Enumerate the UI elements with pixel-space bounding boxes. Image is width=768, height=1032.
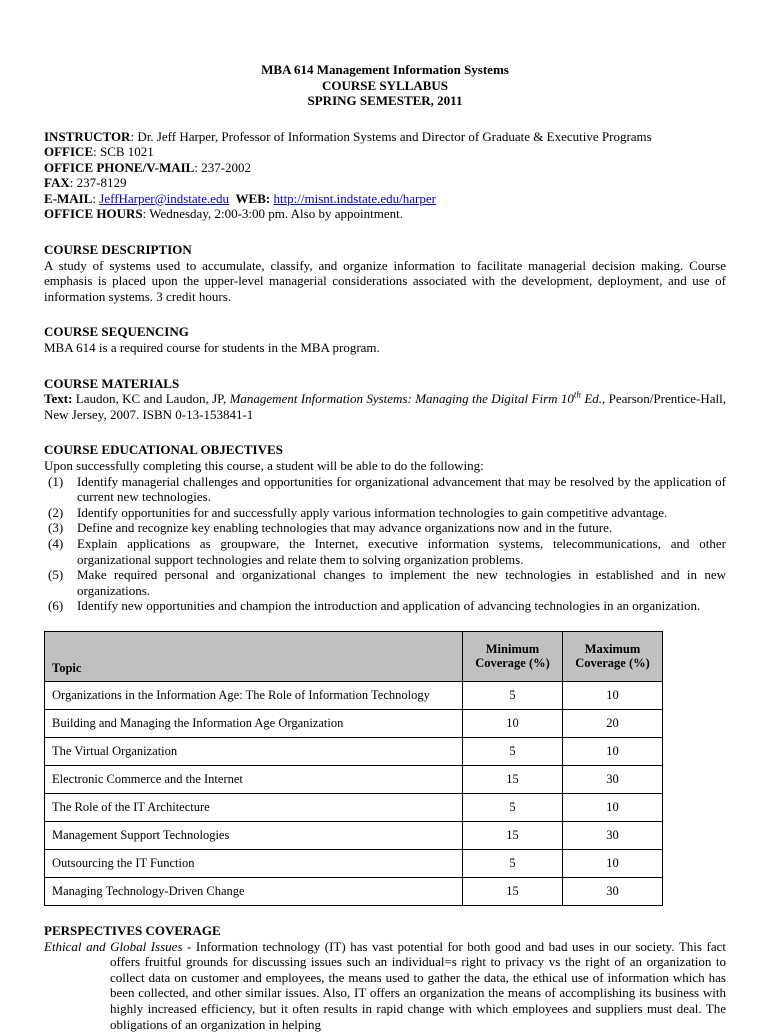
objective-number: (5) — [48, 567, 64, 583]
perspectives-body-text: - Information technology (IT) has vast potential for both good and bad uses in our society. This fact offers fruitful grounds for discussing issues such an individual=s right to privacy vs the right of an organization to collect data on customer and employees, the means used to gather the data, the ethical use of information which has been collected, and other similar issues. Also, IT offers an organization the means of accomplishing its business with highly increased efficiency, but it often results in rapid change with which employees and suppliers must deal. The obligations of an organization in helping — [110, 938, 726, 1032]
list-item — [44, 567, 726, 598]
table-row — [45, 793, 663, 821]
cell-topic: The Role of the IT Architecture — [45, 793, 463, 821]
perspectives-text — [44, 939, 726, 1032]
column-header-topic: Topic — [45, 631, 463, 681]
book-authors: Laudon, KC and Laudon, JP, — [72, 391, 230, 407]
objective-text: Identify new opportunities and champion the introduction and application of advancing technologies in an organization. — [77, 598, 701, 614]
phone-line — [44, 160, 726, 176]
list-item — [44, 474, 726, 505]
objectives-list — [44, 474, 726, 614]
list-item — [44, 505, 726, 521]
table-row — [45, 821, 663, 849]
course-title: MBA 614 Management Information Systems — [261, 62, 509, 77]
column-header-maximum-line1: Maximum — [584, 641, 641, 656]
phone-value: : 237-2002 — [194, 159, 252, 175]
objective-number: (6) — [48, 598, 64, 614]
topic-coverage-table — [44, 631, 663, 906]
office-label: OFFICE — [44, 144, 94, 160]
office-hours-line — [44, 206, 726, 222]
list-item — [44, 598, 726, 614]
cell-topic: Managing Technology-Driven Change — [45, 877, 463, 905]
column-header-minimum-line2: Coverage (%) — [475, 656, 550, 671]
cell-topic: Management Support Technologies — [45, 821, 463, 849]
cell-maximum: 10 — [563, 681, 663, 709]
cell-topic: Electronic Commerce and the Internet — [45, 765, 463, 793]
objectives-heading: COURSE EDUCATIONAL OBJECTIVES — [44, 442, 283, 458]
objectives-intro: Upon successfully completing this course, a student will be able to do the following: — [44, 458, 484, 473]
objective-text: Explain applications as groupware, the Internet, executive information systems, telecommunications, and other organizational support technologies and relate them to solving organization problems. — [77, 535, 726, 567]
perspectives-heading: PERSPECTIVES COVERAGE — [44, 922, 221, 938]
cell-minimum: 15 — [463, 821, 563, 849]
fax-line — [44, 175, 726, 191]
instructor-info-block — [44, 129, 726, 223]
email-label: E-MAIL — [44, 190, 93, 206]
column-header-maximum — [563, 631, 663, 681]
course-materials-text — [44, 391, 726, 422]
cell-topic: Outsourcing the IT Function — [45, 849, 463, 877]
objective-text: Identify managerial challenges and opportunities for organizational advancement that may be resolved by the application of current new technologies. — [77, 473, 726, 505]
objective-text: Identify opportunities for and successfully apply various information technologies to gain competitive advantage. — [77, 504, 668, 520]
perspectives-lead-in: Ethical and Global Issues — [44, 938, 183, 954]
column-header-maximum-line2: Coverage (%) — [575, 656, 650, 671]
web-link[interactable]: http://misnt.indstate.edu/harper — [273, 190, 436, 206]
table-body — [45, 681, 663, 905]
table-header-row — [45, 631, 663, 681]
cell-minimum: 5 — [463, 793, 563, 821]
cell-minimum: 5 — [463, 737, 563, 765]
fax-label: FAX — [44, 175, 70, 191]
semester-label: SPRING SEMESTER, 2011 — [307, 93, 463, 108]
cell-maximum: 30 — [563, 877, 663, 905]
phone-label: OFFICE PHONE/V-MAIL — [44, 159, 195, 175]
document-title-block — [44, 62, 726, 109]
office-line — [44, 144, 726, 160]
objective-number: (2) — [48, 504, 64, 520]
cell-maximum: 10 — [563, 793, 663, 821]
book-edition: Ed. — [580, 391, 603, 407]
cell-minimum: 15 — [463, 765, 563, 793]
cell-maximum: 20 — [563, 709, 663, 737]
course-materials-heading: COURSE MATERIALS — [44, 375, 180, 391]
course-sequencing-heading: COURSE SEQUENCING — [44, 324, 189, 340]
course-description-heading: COURSE DESCRIPTION — [44, 242, 192, 258]
column-header-minimum — [463, 631, 563, 681]
instructor-value: : Dr. Jeff Harper, Professor of Information Systems and Director of Graduate & Executive Programs — [130, 128, 652, 144]
objective-number: (3) — [48, 520, 64, 536]
book-edition-superscript: th — [573, 389, 581, 400]
cell-minimum: 10 — [463, 709, 563, 737]
office-hours-label: OFFICE HOURS — [44, 206, 143, 222]
email-separator: : — [92, 190, 100, 206]
column-header-minimum-line1: Minimum — [485, 641, 540, 656]
cell-minimum: 5 — [463, 849, 563, 877]
table-row — [45, 681, 663, 709]
email-link[interactable]: JeffHarper@indstate.edu — [99, 190, 230, 206]
cell-topic: Organizations in the Information Age: The Role of Information Technology — [45, 681, 463, 709]
objective-number: (1) — [48, 473, 64, 489]
book-title: Management Information Systems: Managing the Digital Firm 10 — [229, 391, 574, 407]
cell-maximum: 10 — [563, 737, 663, 765]
table-row — [45, 709, 663, 737]
course-description-text: A study of systems used to accumulate, classify, and organize information to facilitate managerial decision making. Course emphasis is placed upon the upper-level managerial considerations associated with the development, deployment, and use of information systems. 3 credit hours. — [44, 257, 726, 304]
list-item — [44, 520, 726, 536]
document-subtitle: COURSE SYLLABUS — [321, 77, 449, 93]
email-web-line — [44, 191, 726, 207]
cell-maximum: 30 — [563, 821, 663, 849]
book-publisher: , Pearson/Prentice-Hall, New Jersey, 2007. ISBN 0-13-153841-1 — [44, 391, 726, 422]
office-hours-value: : Wednesday, 2:00-3:00 pm. Also by appointment. — [142, 206, 403, 222]
list-item — [44, 536, 726, 567]
table-row — [45, 849, 663, 877]
table-row — [45, 765, 663, 793]
text-label: Text: — [44, 391, 73, 407]
table-header — [45, 631, 663, 681]
cell-topic: The Virtual Organization — [45, 737, 463, 765]
table-row — [45, 737, 663, 765]
instructor-line — [44, 129, 726, 145]
objective-text: Define and recognize key enabling technologies that may advance organizations now and in the future. — [77, 520, 613, 536]
office-value: : SCB 1021 — [93, 144, 154, 160]
web-label: WEB: — [235, 190, 271, 206]
cell-minimum: 5 — [463, 681, 563, 709]
cell-maximum: 10 — [563, 849, 663, 877]
table-row — [45, 877, 663, 905]
course-sequencing-text: MBA 614 is a required course for students in the MBA program. — [44, 340, 380, 356]
fax-value: : 237-8129 — [69, 175, 127, 191]
cell-topic: Building and Managing the Information Age Organization — [45, 709, 463, 737]
instructor-label: INSTRUCTOR — [44, 128, 131, 144]
cell-minimum: 15 — [463, 877, 563, 905]
objective-text: Make required personal and organizational changes to implement the new technologies in established and in new organizations. — [77, 567, 726, 598]
objective-number: (4) — [48, 535, 64, 551]
cell-maximum: 30 — [563, 765, 663, 793]
